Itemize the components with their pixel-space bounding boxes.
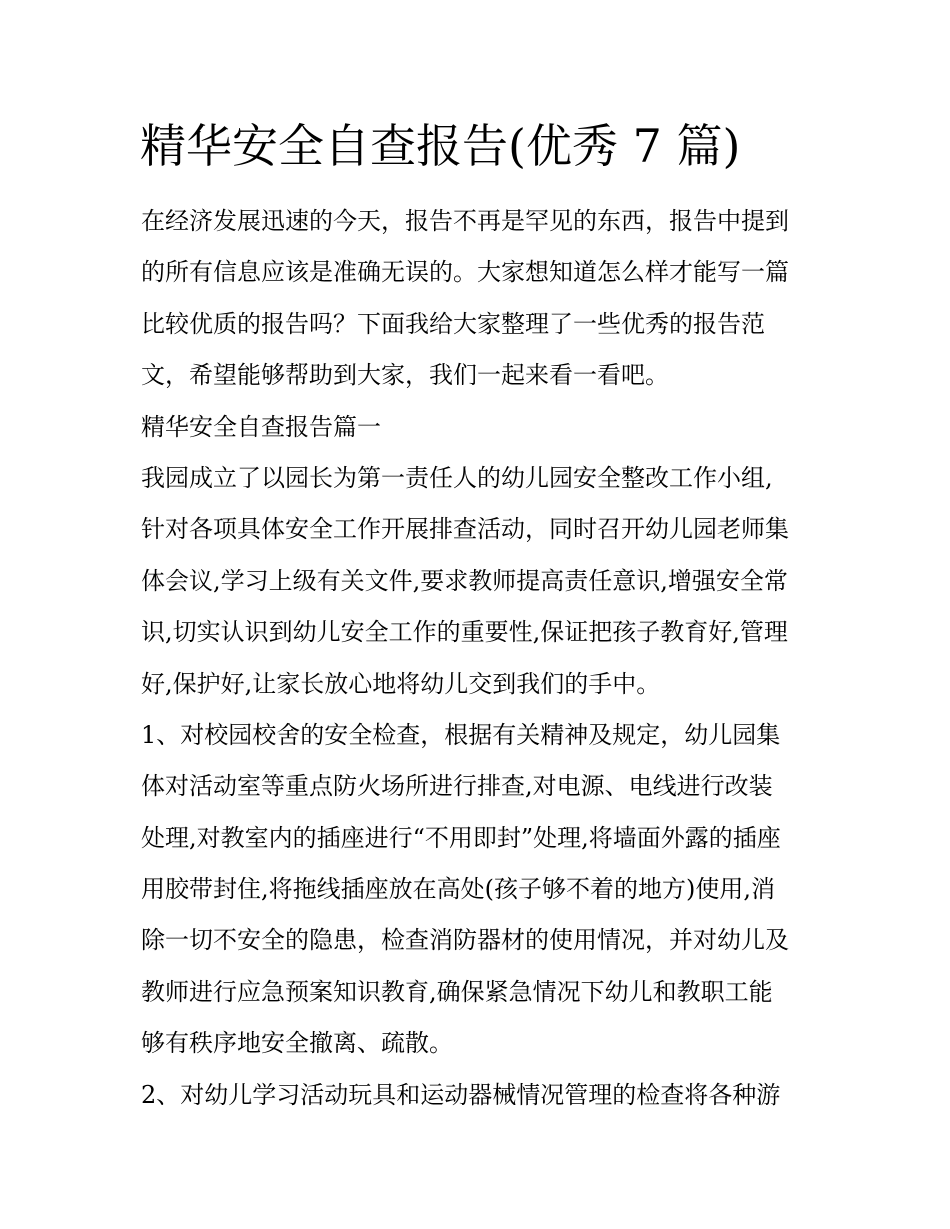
body-line: 处理,对教室内的插座进行“不用即封”处理,将墙面外露的插座	[141, 823, 781, 852]
document-body	[141, 196, 821, 1121]
body-line: 1、对校园校舍的安全检查，根据有关精神及规定，幼儿园集	[141, 720, 781, 749]
body-line: 体会议,学习上级有关文件,要求教师提高责任意识,增强安全常	[141, 566, 788, 595]
section-heading: 精华安全自查报告篇一	[141, 412, 381, 441]
body-line: 教师进行应急预案知识教育,确保紧急情况下幼儿和教职工能	[141, 977, 773, 1006]
body-line: 在经济发展迅速的今天，报告不再是罕见的东西，报告中提到	[141, 207, 789, 235]
document-title: 精华安全自查报告(优秀 7 篇)	[140, 119, 741, 173]
body-line: 体对活动室等重点防火场所进行排查,对电源、电线进行改装	[141, 772, 773, 801]
body-line: 用胶带封住,将拖线插座放在高处(孩子够不着的地方)使用,消	[141, 875, 775, 904]
body-line: 的所有信息应该是准确无误的。大家想知道怎么样才能写一篇	[141, 258, 789, 287]
body-line: 针对各项具体安全工作开展排查活动，同时召开幼儿园老师集	[141, 515, 789, 544]
body-line: 比较优质的报告吗？下面我给大家整理了一些优秀的报告范	[141, 309, 765, 338]
body-line: 好,保护好,让家长放心地将幼儿交到我们的手中。	[141, 669, 661, 698]
body-line: 够有秩序地安全撤离、疏散。	[141, 1029, 453, 1058]
body-line: 2、对幼儿学习活动玩具和运动器械情况管理的检查将各种游	[141, 1080, 781, 1109]
body-line: 识,切实认识到幼儿安全工作的重要性,保证把孩子教育好,管理	[141, 618, 788, 647]
body-line: 除一切不安全的隐患，检查消防器材的使用情况，并对幼儿及	[141, 926, 789, 955]
body-line: 文，希望能够帮助到大家，我们一起来看一看吧。	[141, 361, 669, 390]
body-line: 我园成立了以园长为第一责任人的幼儿园安全整改工作小组,	[141, 463, 773, 492]
